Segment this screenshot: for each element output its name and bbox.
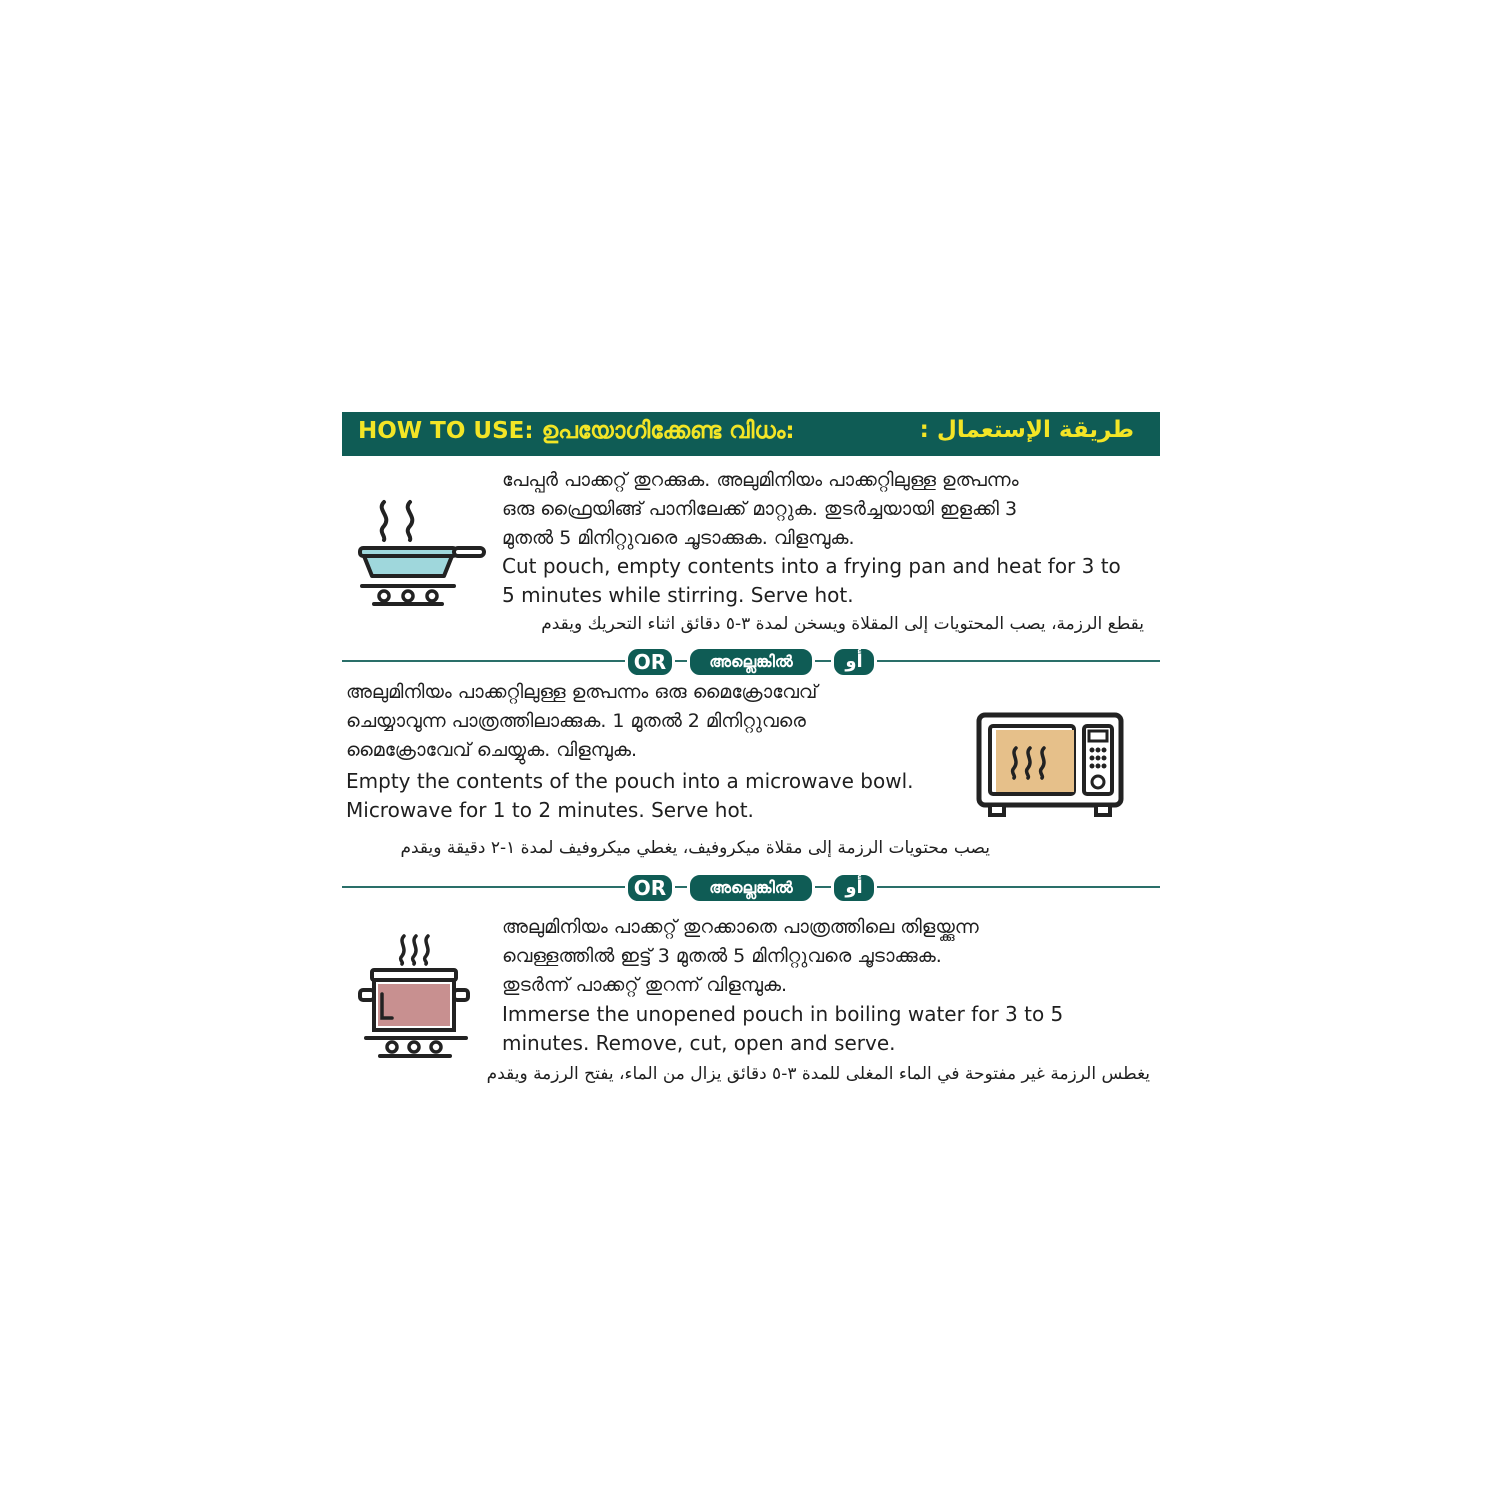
or-label: OR xyxy=(625,646,675,678)
text-line: വെള്ളത്തിൽ ഇട്ട് 3 മുതൽ 5 മിനിറ്റുവരെ ചൂടാക്കുക. xyxy=(502,945,942,967)
method-2-malayalam xyxy=(346,678,817,765)
text-line: ചെയ്യാവുന്ന പാത്രത്തിലാക്കുക. 1 മുതൽ 2 മിനിറ്റുവരെ xyxy=(346,710,806,732)
frying-pan-on-stove-icon xyxy=(356,496,488,608)
method-2-english xyxy=(346,767,913,825)
or-label-malayalam: അല്ലെങ്കിൽ xyxy=(687,646,815,678)
text-line: minutes. Remove, cut, open and serve. xyxy=(502,1031,896,1055)
or-label-arabic: أو xyxy=(831,872,877,904)
method-3-arabic: يغطس الرزمة غير مفتوحة في الماء المغلى للمدة ٣-٥ دقائق يزال من الماء، يفتح الرزمة ويقدم xyxy=(486,1064,1150,1084)
method-1-arabic: يقطع الرزمة، يصب المحتويات إلى المقلاة ويسخن لمدة ٣-٥ دقائق اثناء التحريك ويقدم xyxy=(541,614,1144,634)
text-line: ഒരു ഫ്രൈയിങ്ങ് പാനിലേക്ക് മാറ്റുക. തുടർച്ചയായി ഇളക്കി 3 xyxy=(502,498,1018,520)
boiling-pot-icon xyxy=(358,932,474,1060)
or-label-arabic: أو xyxy=(831,646,877,678)
text-line: Empty the contents of the pouch into a microwave bowl. xyxy=(346,769,914,793)
text-line: മുതൽ 5 മിനിറ്റുവരെ ചൂടാക്കുക. വിളമ്പുക. xyxy=(502,527,855,549)
or-label-malayalam: അല്ലെങ്കിൽ xyxy=(687,872,815,904)
header-title: HOW TO USE: ഉപയോഗിക്കേണ്ട വിധം: xyxy=(358,418,795,444)
text-line: അലുമിനിയം പാക്കറ്റ് തുറക്കാതെ പാത്രത്തിലെ തിളയ്ക്കുന്ന xyxy=(502,916,979,938)
method-1-english xyxy=(502,552,1121,610)
method-2-arabic: يصب محتويات الرزمة إلى مقلاة ميكروفيف، يغطي ميكروفيف لمدة ١-٢ دقيقة ويقدم xyxy=(400,838,990,858)
text-line: അലുമിനിയം പാക്കറ്റിലുള്ള ഉത്പന്നം ഒരു മൈക്രോവേവ് xyxy=(346,681,818,703)
header-title-arabic: طريقة الإستعمال : xyxy=(919,417,1134,443)
microwave-icon xyxy=(976,712,1124,820)
text-line: 5 minutes while stirring. Serve hot. xyxy=(502,583,854,607)
text-line: Cut pouch, empty contents into a frying pan and heat for 3 to xyxy=(502,554,1121,578)
text-line: പേപ്പർ പാക്കറ്റ് തുറക്കുക. അലുമിനിയം പാക്കറ്റിലുള്ള ഉത്പന്നം xyxy=(502,469,1019,491)
text-line: Immerse the unopened pouch in boiling water for 3 to 5 xyxy=(502,1002,1064,1026)
text-line: മൈക്രോവേവ് ചെയ്യുക. വിളമ്പുക. xyxy=(346,739,637,761)
text-line: Microwave for 1 to 2 minutes. Serve hot. xyxy=(346,798,754,822)
method-3-malayalam xyxy=(502,913,979,1000)
how-to-use-panel xyxy=(342,412,1160,1102)
method-1-malayalam xyxy=(502,466,1019,553)
header-bar xyxy=(342,412,1160,456)
method-3-english xyxy=(502,1000,1063,1058)
or-label: OR xyxy=(625,872,675,904)
text-line: തുടർന്ന് പാക്കറ്റ് തുറന്ന് വിളമ്പുക. xyxy=(502,974,788,996)
